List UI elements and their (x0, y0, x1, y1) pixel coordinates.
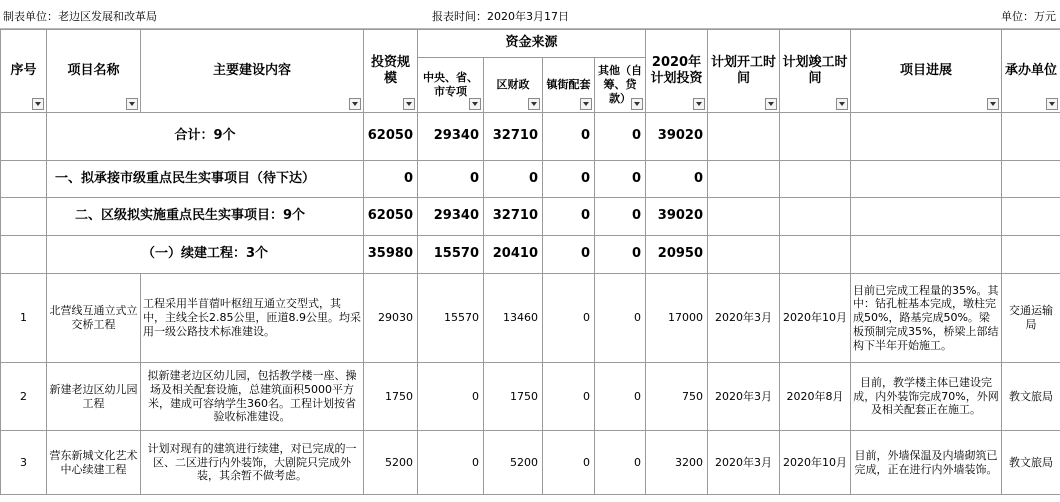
cell[interactable] (780, 113, 851, 161)
summary-row-total (1, 113, 1060, 161)
header-org[interactable]: 承办单位 (1002, 30, 1060, 113)
table-row (1, 363, 1060, 431)
cell[interactable] (780, 198, 851, 236)
header-start[interactable]: 计划开工时间 (708, 30, 780, 113)
cell[interactable] (1, 236, 47, 274)
summary-row-district (1, 198, 1060, 236)
cell-district[interactable]: 0 (484, 161, 543, 198)
cell-start[interactable]: 2020年3月 (708, 274, 780, 363)
cell-invest[interactable]: 29030 (364, 274, 418, 363)
filter-dropdown-icon[interactable] (126, 98, 138, 110)
project-table (0, 29, 1060, 495)
cell-name[interactable]: 营东新城文化艺术中心续建工程 (47, 431, 141, 495)
summary-row-continuing (1, 236, 1060, 274)
header-street[interactable]: 镇街配套 (543, 58, 595, 113)
cell-content[interactable]: 拟新建老边区幼儿园，包括教学楼一座、操场及相关配套设施，总建筑面积5000平方米，建成可容纳学生360名。工程计划按省验收标准建设。 (141, 363, 364, 431)
cell[interactable] (708, 161, 780, 198)
cell[interactable] (851, 113, 1002, 161)
cell-finish[interactable]: 2020年10月 (780, 274, 851, 363)
table-row (1, 274, 1060, 363)
header-row-1 (1, 30, 1060, 58)
cell[interactable] (851, 198, 1002, 236)
filter-dropdown-icon[interactable] (836, 98, 848, 110)
cell-other[interactable]: 0 (595, 113, 646, 161)
cell-other[interactable]: 0 (595, 198, 646, 236)
cell-invest[interactable]: 5200 (364, 431, 418, 495)
cell[interactable] (1, 161, 47, 198)
compiling-unit: 制表单位：老边区发展和改革局 (3, 10, 157, 23)
cell-central[interactable]: 15570 (418, 274, 484, 363)
summary-label[interactable]: 二、区级拟实施重点民生实事项目：9个 (47, 198, 364, 236)
header-name[interactable]: 项目名称 (47, 30, 141, 113)
header-progress[interactable]: 项目进展 (851, 30, 1002, 113)
cell[interactable] (1002, 236, 1060, 274)
filter-dropdown-icon[interactable] (469, 98, 481, 110)
cell[interactable] (1002, 113, 1060, 161)
filter-dropdown-icon[interactable] (631, 98, 643, 110)
cell-central[interactable]: 15570 (418, 236, 484, 274)
cell-start[interactable]: 2020年3月 (708, 363, 780, 431)
cell[interactable] (780, 236, 851, 274)
cell-district[interactable]: 32710 (484, 198, 543, 236)
header-other[interactable]: 其他（自筹、贷款） (595, 58, 646, 113)
currency-unit: 单位：万元 (1001, 10, 1056, 23)
cell-street[interactable]: 0 (543, 198, 595, 236)
cell[interactable] (708, 198, 780, 236)
cell-central[interactable]: 29340 (418, 113, 484, 161)
cell-other[interactable]: 0 (595, 236, 646, 274)
cell-street[interactable]: 0 (543, 363, 595, 431)
cell-other[interactable]: 0 (595, 161, 646, 198)
header-funding-source[interactable]: 资金来源 (418, 30, 646, 58)
cell-district[interactable]: 20410 (484, 236, 543, 274)
cell-street[interactable]: 0 (543, 113, 595, 161)
cell[interactable] (1, 198, 47, 236)
sheet-meta-row (0, 0, 1060, 29)
cell-plan2020[interactable]: 17000 (646, 274, 708, 363)
filter-dropdown-icon[interactable] (528, 98, 540, 110)
filter-dropdown-icon[interactable] (765, 98, 777, 110)
cell-invest[interactable]: 62050 (364, 198, 418, 236)
cell-street[interactable]: 0 (543, 274, 595, 363)
cell[interactable] (708, 113, 780, 161)
header-finish[interactable]: 计划竣工时间 (780, 30, 851, 113)
cell-invest[interactable]: 62050 (364, 113, 418, 161)
summary-label[interactable]: 合计：9个 (47, 113, 364, 161)
cell-content[interactable]: 计划对现有的建筑进行续建，对已完成的一区、二区进行内外装饰，大剧院只完成外装，其余暂不做考虑。 (141, 431, 364, 495)
cell-progress[interactable]: 目前，教学楼主体已建设完成，内外装饰完成70%，外网及相关配套正在施工。 (851, 363, 1002, 431)
filter-dropdown-icon[interactable] (1046, 98, 1058, 110)
cell-plan2020[interactable]: 3200 (646, 431, 708, 495)
cell-district[interactable]: 32710 (484, 113, 543, 161)
cell-org[interactable]: 教文旅局 (1002, 431, 1060, 495)
filter-dropdown-icon[interactable] (693, 98, 705, 110)
cell-plan2020[interactable]: 20950 (646, 236, 708, 274)
header-seq[interactable]: 序号 (1, 30, 47, 113)
cell-district[interactable]: 1750 (484, 363, 543, 431)
cell-other[interactable]: 0 (595, 431, 646, 495)
cell-invest[interactable]: 0 (364, 161, 418, 198)
table-row (1, 431, 1060, 495)
cell-seq[interactable]: 1 (1, 274, 47, 363)
cell-plan2020[interactable]: 0 (646, 161, 708, 198)
cell-other[interactable]: 0 (595, 363, 646, 431)
cell-invest[interactable]: 1750 (364, 363, 418, 431)
cell-plan2020[interactable]: 750 (646, 363, 708, 431)
cell-seq[interactable]: 3 (1, 431, 47, 495)
cell[interactable] (780, 161, 851, 198)
cell-central[interactable]: 0 (418, 431, 484, 495)
cell-plan2020[interactable]: 39020 (646, 113, 708, 161)
cell-district[interactable]: 5200 (484, 431, 543, 495)
cell-start[interactable]: 2020年3月 (708, 431, 780, 495)
cell-finish[interactable]: 2020年10月 (780, 431, 851, 495)
cell-name[interactable]: 新建老边区幼儿园工程 (47, 363, 141, 431)
summary-label[interactable]: （一）续建工程：3个 (47, 236, 364, 274)
cell[interactable] (1002, 198, 1060, 236)
cell-central[interactable]: 29340 (418, 198, 484, 236)
cell-plan2020[interactable]: 39020 (646, 198, 708, 236)
summary-label[interactable]: 一、拟承接市级重点民生实事项目（待下达） (47, 161, 364, 198)
filter-dropdown-icon[interactable] (32, 98, 44, 110)
cell[interactable] (1, 113, 47, 161)
cell-central[interactable]: 0 (418, 363, 484, 431)
header-content[interactable]: 主要建设内容 (141, 30, 364, 113)
header-district[interactable]: 区财政 (484, 58, 543, 113)
cell-seq[interactable]: 2 (1, 363, 47, 431)
cell-content[interactable]: 工程采用半苜蓿叶枢纽互通立交型式，其中，主线全长2.85公里，匝道8.9公里。均采用一级公路技术标准建设。 (141, 274, 364, 363)
filter-dropdown-icon[interactable] (349, 98, 361, 110)
cell-name[interactable]: 北营线互通立式立交桥工程 (47, 274, 141, 363)
cell-progress[interactable]: 目前，外墙保温及内墙砌筑已完成，正在进行内外墙装饰。 (851, 431, 1002, 495)
cell-central[interactable]: 0 (418, 161, 484, 198)
cell-progress[interactable]: 目前已完成工程量的35%。其中：钻孔桩基本完成，墩柱完成50%，路基完成50%。梁板预制完成35%，桥梁上部结构下半年开始施工。 (851, 274, 1002, 363)
cell[interactable] (1002, 161, 1060, 198)
summary-row-municipal (1, 161, 1060, 198)
cell-street[interactable]: 0 (543, 236, 595, 274)
header-invest[interactable]: 投资规模 (364, 30, 418, 113)
cell-other[interactable]: 0 (595, 274, 646, 363)
header-plan2020[interactable]: 2020年计划投资 (646, 30, 708, 113)
cell-org[interactable]: 交通运输局 (1002, 274, 1060, 363)
cell[interactable] (851, 236, 1002, 274)
report-time: 报表时间：2020年3月17日 (432, 10, 569, 23)
header-central[interactable]: 中央、省、市专项 (418, 58, 484, 113)
cell[interactable] (851, 161, 1002, 198)
filter-dropdown-icon[interactable] (987, 98, 999, 110)
cell-finish[interactable]: 2020年8月 (780, 363, 851, 431)
cell-org[interactable]: 教文旅局 (1002, 363, 1060, 431)
cell-street[interactable]: 0 (543, 431, 595, 495)
filter-dropdown-icon[interactable] (580, 98, 592, 110)
filter-dropdown-icon[interactable] (403, 98, 415, 110)
cell[interactable] (708, 236, 780, 274)
cell-street[interactable]: 0 (543, 161, 595, 198)
cell-district[interactable]: 13460 (484, 274, 543, 363)
cell-invest[interactable]: 35980 (364, 236, 418, 274)
